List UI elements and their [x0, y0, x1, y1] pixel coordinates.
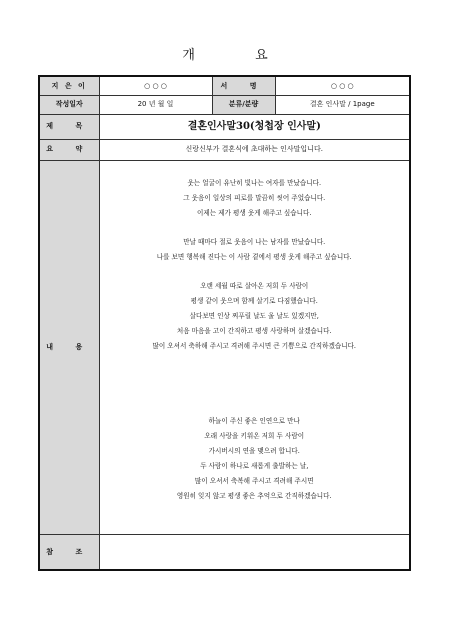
content-label: 내 용 [39, 160, 99, 534]
category-label: 분류/분량 [212, 95, 275, 114]
content-line: 많이 오셔서 축하해 주시고 격려해 주시면 큰 기쁨으로 간직하겠습니다. [152, 342, 357, 350]
summary-row [39, 139, 410, 160]
content-line: 오랜 세월 따로 살아온 저희 두 사람이 [200, 282, 309, 290]
content-line: 평생 같이 웃으며 함께 살기로 다짐했습니다. [190, 297, 318, 305]
content-line: 두 사람이 하나로 새롭게 출발하는 날, [200, 462, 309, 470]
category-value[interactable]: 결혼 인사말 / 1page [275, 95, 410, 114]
signature-label: 서 명 [212, 76, 275, 95]
content-line: 살다보면 인상 찌푸릴 날도 울 날도 있겠지만, [189, 312, 319, 320]
content-row [39, 160, 410, 534]
content-line: 만날 때마다 절로 웃음이 나는 남자를 만났습니다. [183, 238, 326, 246]
author-label: 지 은 이 [39, 76, 99, 95]
subject-label: 제 목 [39, 114, 99, 139]
content-line: 이제는 제가 평생 웃게 해주고 싶습니다. [197, 209, 312, 217]
content-line: 가시버시의 연을 맺으려 합니다. [208, 447, 300, 455]
date-value[interactable]: 20 년 월 일 [99, 95, 212, 114]
date-row [39, 95, 410, 114]
subject-row [39, 114, 410, 139]
author-row [39, 76, 410, 95]
reference-label: 참 조 [39, 534, 99, 570]
content-paragraph-2 [100, 235, 410, 265]
content-line: 나를 보면 행복해 진다는 이 사람 곁에서 평생 웃게 해주고 싶습니다. [156, 253, 352, 261]
signature-value[interactable]: ○ ○ ○ [275, 76, 410, 95]
overview-form [38, 75, 411, 571]
content-spacer [100, 368, 410, 414]
content-line: 많이 오셔서 축복해 주시고 격려해 주시면 [194, 477, 314, 485]
content-line: 영원히 잊지 않고 평생 좋은 추억으로 간직하겠습니다. [176, 492, 332, 500]
author-value[interactable]: ○ ○ ○ [99, 76, 212, 95]
content-paragraph-4 [100, 414, 410, 504]
content-line: 처음 마음을 고이 간직하고 평생 사랑하며 살겠습니다. [176, 327, 332, 335]
summary-value[interactable]: 신랑신부가 결혼식에 초대하는 인사말입니다. [99, 139, 410, 160]
page-title: 개 요 [182, 48, 296, 63]
date-label: 작성일자 [39, 95, 99, 114]
content-line: 그 웃음이 일상의 피로를 말끔히 씻어 주었습니다. [183, 194, 326, 202]
content-paragraph-3 [100, 279, 410, 354]
reference-value[interactable] [99, 534, 410, 570]
content-line: 하늘이 주신 좋은 인연으로 만나 [208, 417, 300, 425]
subject-value[interactable]: 결혼인사말30(청첩장 인사말) [99, 114, 410, 139]
content-body[interactable] [99, 160, 410, 534]
content-line: 오래 사랑을 키워온 저희 두 사람이 [204, 432, 305, 440]
content-paragraph-1 [100, 176, 410, 221]
summary-label: 요 약 [39, 139, 99, 160]
reference-row [39, 534, 410, 570]
content-line: 웃는 얼굴이 유난히 빛나는 여자를 만났습니다. [187, 179, 322, 187]
